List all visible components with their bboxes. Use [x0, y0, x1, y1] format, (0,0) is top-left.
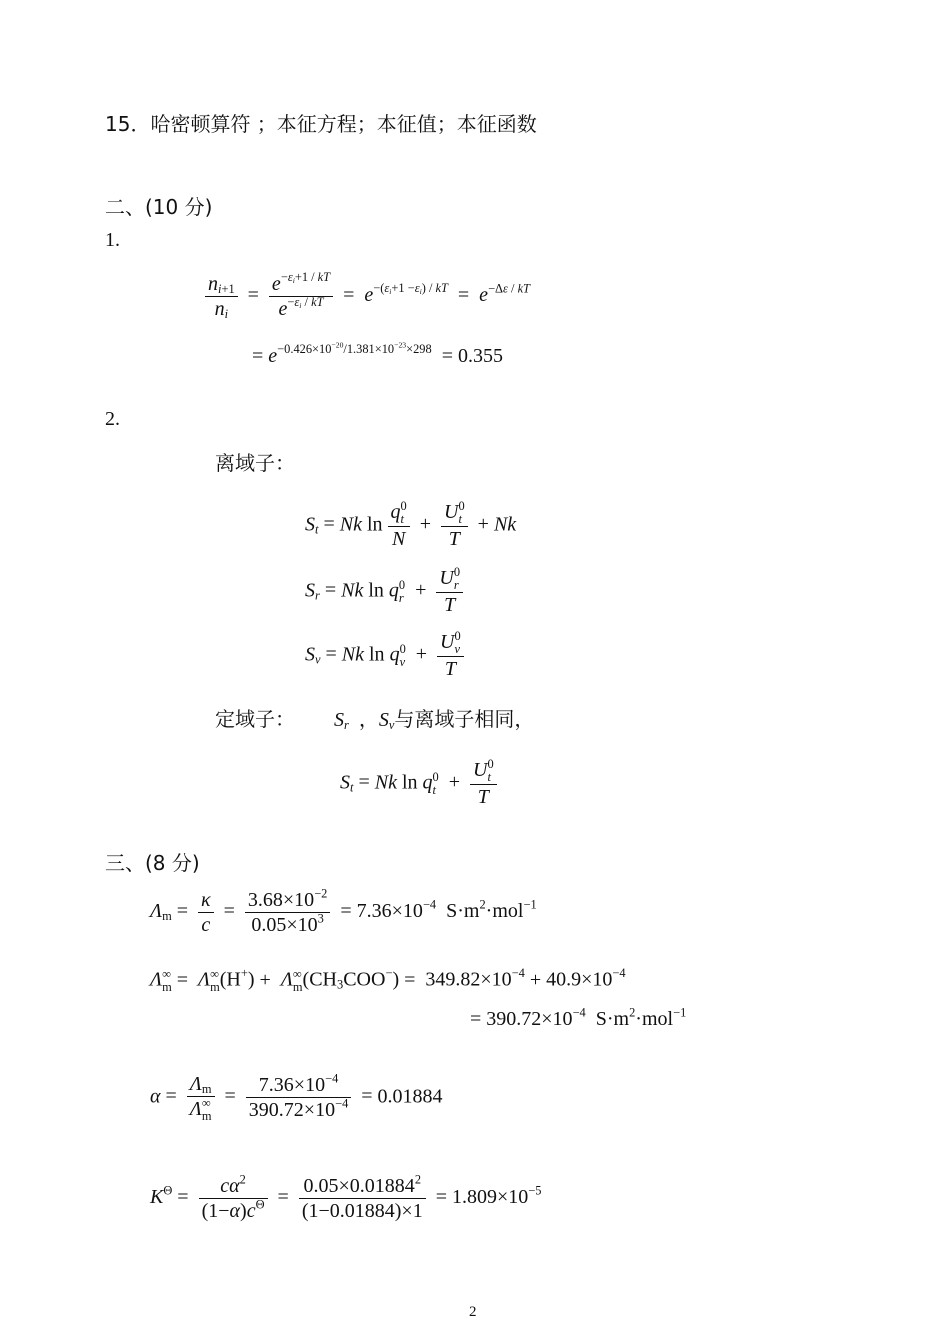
- equation-limiting-conductivity-result: = $390.72\times 10^{-4}$ $S\cdot m^2\cdot mol^{-1}$: [470, 1005, 687, 1030]
- lambda-result: 7.36×10: [356, 900, 423, 923]
- lambda-unit: S·m: [446, 900, 480, 923]
- equation-degree-dissociation: α = $\Lambda_m$ Λ ∞ m = $\frac{7.36\times 10^{-4}}{390.72\times 10^{-4}}$ = 0.01884: [150, 1071, 443, 1124]
- equation-boltzmann-numeric: = $e^{-0.426\times 10^{-20}/1.381\times 10^{-23}\times 298} = 0.355$: [252, 340, 503, 367]
- alpha-result: 0.01884: [377, 1085, 443, 1108]
- equation-molar-conductivity: $\Lambda_m$ = $\frac{\kappa}{c}$ = $\frac{3.68\times 10^{-2}}{0.05\times 10^3}$ = $7.36\times 10^{-4}$ $S\cdot m^2\cdot mol^{-1}$: [150, 886, 537, 936]
- exponent-a: −0.426×10: [277, 342, 332, 357]
- k-num-exp: 2: [414, 1172, 422, 1187]
- equation-entropy-rotational: $S_r = Nk$ ln q 0 r + U 0 r T: [305, 566, 463, 617]
- lambda-den-exp: 3: [317, 911, 324, 926]
- k-result-exp: −5: [528, 1183, 542, 1198]
- question-1-number: 1.: [105, 229, 120, 251]
- lambda-result-exp: −4: [422, 897, 437, 912]
- localized-note: $S_r$ ，$S_v$与离域子相同，: [334, 707, 535, 733]
- label-localized: 定域子：: [215, 707, 295, 731]
- boltzmann-result: 0.355: [457, 345, 503, 367]
- lambda-unit-mol: ·mol: [485, 900, 524, 923]
- lambda-den: 0.05×10: [251, 914, 318, 936]
- lambda-unit-exp: 2: [479, 897, 486, 912]
- lambda-inf-v2-exp: −4: [612, 965, 626, 980]
- ion-acetate-b: COO: [343, 968, 386, 991]
- ion-acetate-a: (CH: [302, 968, 337, 991]
- lambda-inf-v1-exp: −4: [511, 965, 525, 980]
- k-num: 0.05×0.01884: [303, 1175, 415, 1197]
- section-2-heading: 二、(10 分): [105, 195, 213, 219]
- k-result: 1.809×10: [452, 1186, 529, 1209]
- equation-entropy-translational: $S_t = Nk$ ln q 0 t N + U 0 t T + Nk: [305, 499, 517, 551]
- lambda-inf-result-exp: −4: [572, 1005, 586, 1020]
- ion-h: (H: [219, 968, 241, 991]
- label-same-as: 与离域子相同，: [394, 707, 535, 731]
- equation-entropy-localized: $S_t = Nk$ ln q 0 t + U 0 t T: [340, 758, 497, 809]
- lambda-inf-unit-mol-exp: −1: [673, 1005, 687, 1020]
- alpha-den-exp: −4: [335, 1096, 349, 1111]
- exponent-mid: /1.381×10: [343, 342, 395, 357]
- exponent-b-power: −23: [394, 340, 407, 350]
- lambda-inf-unit-exp: 2: [629, 1005, 636, 1020]
- equation-limiting-conductivity: Λ ∞ m = Λ ∞ m (H+) + Λ ∞ m $(CH_3COO^-) = 349.82\times 10^{-4} + 40.9\times 10^{-4}$: [150, 965, 626, 995]
- item-15-text: 15．哈密顿算符 ；本征方程；本征值；本征函数: [105, 112, 537, 136]
- exponent-a-power: −20: [331, 340, 344, 350]
- k-den: (1−0.01884)×1: [301, 1200, 423, 1222]
- alpha-den: 390.72×10: [248, 1099, 336, 1122]
- lambda-num: 3.68×10: [247, 889, 315, 911]
- lambda-num-exp: −2: [314, 886, 328, 901]
- lambda-inf-v2: 40.9×10: [546, 968, 613, 991]
- lambda-inf-unit-mol: ·mol: [635, 1008, 674, 1030]
- alpha-num: 7.36×10: [258, 1074, 326, 1097]
- lambda-unit-mol-exp: −1: [523, 897, 537, 912]
- equation-entropy-vibrational: $S_v = Nk$ ln q 0 v + U 0 v T: [305, 630, 464, 681]
- section-3-heading: 三、(8 分): [105, 851, 200, 875]
- lambda-inf-result: 390.72×10: [486, 1008, 573, 1030]
- equation-equilibrium-constant: $K^\Theta$ = $\frac{c\alpha^2}{(1-\alpha)c^\Theta}$ = $\frac{0.05\times 0.01884^2}{(1-0.01884)\times 1}$ = $1.809\times 10^{-5}$: [150, 1172, 542, 1222]
- exponent-end: ×298: [406, 342, 432, 357]
- alpha-num-exp: −4: [325, 1071, 339, 1086]
- label-delocalized: 离域子：: [215, 451, 295, 475]
- lambda-inf-v1: 349.82×10: [425, 968, 512, 991]
- question-2-number: 2.: [105, 408, 120, 430]
- page-number: 2: [469, 1304, 477, 1320]
- equation-boltzmann-ratio: $\frac{n_{i+1}}{n_i}$ = $\frac{e^{-\varepsilon_i+1 / kT}}{e^{-\varepsilon_i / kT}}$ = $e^{-(\varepsilon_i+1 -\varepsilon_i) / kT} = e^{-\Delta\varepsilon / kT}$: [205, 272, 530, 321]
- lambda-inf-unit: S·m: [595, 1008, 630, 1030]
